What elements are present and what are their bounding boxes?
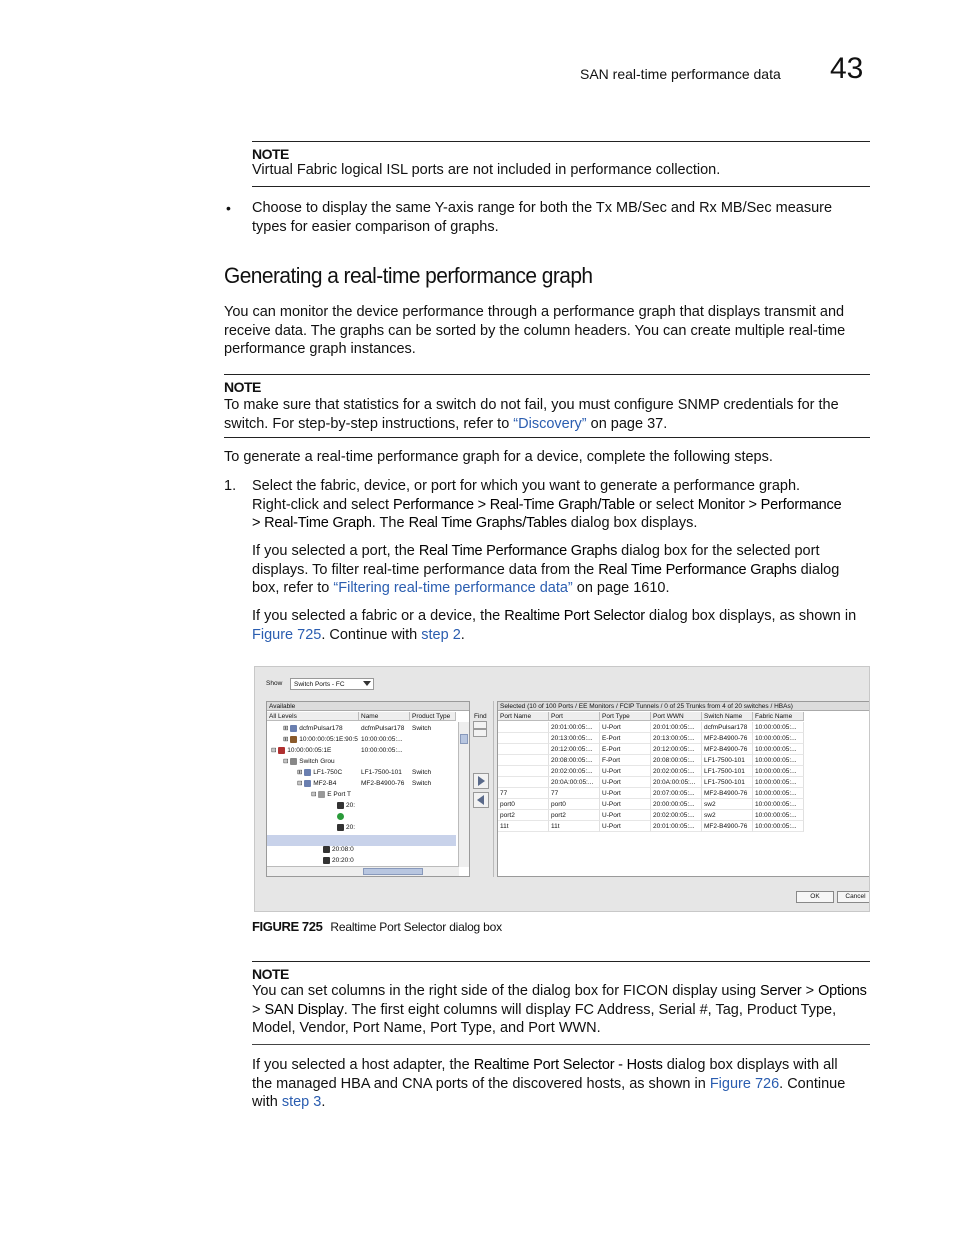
tree-name-cell: 10:00:00:05:...: [361, 747, 403, 754]
text-span: . The first eight columns will display FC Address, Serial #, Tag, Product Type,: [343, 1001, 837, 1018]
remove-from-selected-button[interactable]: [473, 792, 489, 808]
chapter-number: 43: [830, 52, 864, 85]
note-label: NOTE: [224, 379, 261, 395]
text-span: If you selected a fabric or a device, the: [252, 608, 505, 624]
note-line: [252, 982, 872, 1001]
tree-node[interactable]: [267, 855, 456, 866]
step-1-port-paragraph: [252, 542, 872, 598]
note-bottom-rule: [224, 437, 870, 438]
tree-cell: [267, 756, 359, 767]
para-line: [252, 1093, 872, 1112]
tree-cell: [267, 822, 359, 833]
para-line: [252, 1075, 872, 1094]
device-icon: [304, 780, 311, 787]
tree-cell: [267, 723, 359, 734]
text-span: You can set columns in the right side of the dialog box for FICON display using: [252, 983, 761, 999]
dialog-name: Realtime Port Selector - Hosts: [473, 1057, 663, 1073]
text-span: displays. To filter real-time performance data from the: [252, 561, 599, 578]
selected-tree-row[interactable]: [267, 835, 456, 846]
note-text: Virtual Fabric logical ISL ports are not included in performance collection.: [252, 162, 721, 178]
text-span: >: [801, 983, 819, 999]
tree-cell: [267, 855, 359, 866]
tree-node-label: [323, 855, 354, 866]
step-2-link[interactable]: step 2: [421, 626, 461, 643]
table-cell[interactable]: [498, 755, 549, 766]
note-line: [224, 415, 839, 434]
table-cell[interactable]: 10:00:00:05:...: [753, 788, 804, 799]
table-cell[interactable]: LF1-7500-101: [702, 755, 753, 766]
tree-node-text: 20:: [346, 802, 356, 809]
text-span: dialog box displays with all: [662, 1057, 838, 1073]
table-cell[interactable]: U-Port: [600, 766, 651, 777]
table-cell[interactable]: MF2-B4900-76: [702, 733, 753, 744]
device-icon: [323, 846, 330, 853]
expand-icon[interactable]: ⊞: [283, 725, 291, 732]
table-cell[interactable]: LF1-7500-101: [702, 766, 753, 777]
text-span: the managed HBA and CNA ports of the discovered hosts, as shown in: [252, 1075, 710, 1092]
port-status-icon: [337, 813, 344, 820]
text-span: . Continue with: [321, 626, 422, 643]
tree-node-text: 10:00:00:05:1E:90:5: [299, 736, 358, 743]
bullet-marker: •: [226, 200, 231, 216]
step-line: [252, 542, 872, 561]
tree-cell: [267, 767, 359, 778]
table-cell[interactable]: 20:02:00:05:...: [549, 766, 600, 777]
text-span: >: [252, 1001, 265, 1018]
note-label: NOTE: [252, 966, 289, 982]
note-label: NOTE: [252, 146, 289, 162]
note-bottom-rule: [252, 186, 870, 187]
table-cell[interactable]: 20:00:00:05:...: [651, 799, 702, 810]
step-number: 1.: [224, 478, 237, 494]
horizontal-scrollbar[interactable]: [267, 866, 459, 876]
step-line: [252, 496, 872, 515]
step-line: [252, 514, 872, 533]
tree-type-cell: Switch: [412, 780, 432, 787]
table-cell[interactable]: 20:12:00:05:...: [549, 744, 600, 755]
tree-cell: [267, 745, 359, 756]
ok-button[interactable]: OK: [796, 891, 834, 903]
table-cell[interactable]: 20:0A:00:05:...: [651, 777, 702, 788]
figure-title: Realtime Port Selector dialog box: [330, 920, 502, 934]
tree-node-text: 20:: [346, 824, 356, 831]
device-icon: [318, 791, 325, 798]
realtime-port-selector-dialog: [254, 666, 870, 912]
text-span: If you selected a port, the: [252, 543, 419, 559]
table-cell[interactable]: [498, 733, 549, 744]
tree-cell: [267, 811, 359, 822]
expand-icon[interactable]: ⊞: [297, 769, 305, 776]
step-1-text: [252, 477, 872, 533]
note-top-rule: [252, 141, 870, 142]
dialog-name: Real Time Performance Graphs: [598, 561, 797, 578]
available-header: Available: [267, 702, 469, 711]
table-cell[interactable]: F-Port: [600, 755, 651, 766]
arrow-right-icon: [474, 774, 488, 788]
step-line: Select the fabric, device, or port for which you want to generate a performance graph.: [252, 478, 801, 494]
column-header[interactable]: Port Type: [600, 712, 651, 721]
step-1-fabric-paragraph: [252, 607, 872, 644]
steps-intro: To generate a real-time performance graph for a device, complete the following steps.: [224, 449, 773, 465]
find-up-button[interactable]: [473, 729, 487, 737]
table-cell[interactable]: 20:0A:00:05:...: [549, 777, 600, 788]
tree-cell: [267, 734, 359, 745]
step-line: [252, 579, 872, 598]
add-to-selected-button[interactable]: [473, 773, 489, 789]
device-icon: [304, 769, 311, 776]
step-line: [252, 561, 872, 580]
table-cell[interactable]: 20:01:00:05:...: [651, 821, 702, 832]
section-heading: Generating a real-time performance graph: [224, 263, 593, 288]
tree-node[interactable]: [267, 811, 456, 822]
table-cell[interactable]: 10:00:00:05:...: [753, 777, 804, 788]
table-cell[interactable]: 77: [549, 788, 600, 799]
table-cell[interactable]: port0: [498, 799, 549, 810]
table-cell[interactable]: 20:07:00:05:...: [651, 788, 702, 799]
collapse-icon[interactable]: ⊟: [283, 758, 291, 765]
tree-node-label: [283, 723, 343, 734]
table-cell[interactable]: 77: [498, 788, 549, 799]
menu-path: Monitor > Performance: [697, 496, 842, 513]
note-text: [224, 396, 839, 433]
intro-paragraph: [224, 303, 845, 359]
text-span: switch. For step-by-step instructions, refer to: [224, 415, 514, 432]
tree-node-label: [337, 800, 355, 811]
tree-node-text: E Port T: [327, 791, 351, 798]
text-span: on page 1610.: [572, 580, 670, 597]
figure-726-link[interactable]: Figure 726: [709, 1075, 780, 1092]
tree-node-text: 20:08:0: [332, 846, 354, 853]
table-cell[interactable]: U-Port: [600, 810, 651, 821]
table-cell[interactable]: 11t: [549, 821, 600, 832]
table-cell[interactable]: MF2-B4900-76: [702, 788, 753, 799]
step-line: [252, 626, 872, 645]
show-label: Show: [266, 680, 283, 687]
table-cell[interactable]: U-Port: [600, 777, 651, 788]
table-cell[interactable]: 20:01:00:05:...: [651, 722, 702, 733]
host-adapter-paragraph: [252, 1056, 872, 1112]
table-cell[interactable]: E-Port: [600, 733, 651, 744]
table-cell[interactable]: MF2-B4900-76: [702, 744, 753, 755]
text-span: Right-click and select: [252, 496, 394, 513]
menu-path: Performance > Real-Time Graph/Table: [393, 496, 635, 513]
text-span: dialog box for the selected port: [617, 543, 820, 559]
device-icon: [278, 747, 285, 754]
tree-node-label: [283, 756, 335, 767]
table-cell[interactable]: U-Port: [600, 788, 651, 799]
note-line: [252, 1001, 872, 1020]
column-header[interactable]: Product Type: [410, 712, 456, 721]
intro-line: You can monitor the device performance through a performance graph that displays transmit and: [224, 304, 845, 320]
note-top-rule: [224, 374, 870, 375]
table-cell[interactable]: dcfmPulsar178: [702, 722, 753, 733]
collapse-icon[interactable]: ⊟: [297, 780, 305, 787]
menu-path: Server: [760, 983, 802, 999]
menu-path: Options: [818, 983, 867, 999]
bullet-text: [252, 199, 832, 236]
table-cell[interactable]: 10:00:00:05:...: [753, 744, 804, 755]
selected-header: Selected (10 of 100 Ports / EE Monitors / FCIP Tunnels / 0 of 25 Trunks from 4 of 20 switches / HBAs): [498, 702, 870, 711]
tree-node-text: dcfmPulsar178: [299, 725, 343, 732]
table-cell[interactable]: 10:00:00:05:...: [753, 755, 804, 766]
table-cell[interactable]: 20:08:00:05:...: [651, 755, 702, 766]
scroll-thumb[interactable]: [363, 868, 423, 875]
table-cell[interactable]: 10:00:00:05:...: [753, 799, 804, 810]
table-cell[interactable]: 10:00:00:05:...: [753, 821, 804, 832]
scroll-thumb[interactable]: [460, 734, 468, 744]
table-cell[interactable]: sw2: [702, 799, 753, 810]
column-header[interactable]: Port Name: [498, 712, 549, 721]
filtering-link[interactable]: “Filtering real-time performance data”: [333, 580, 573, 597]
bullet-line: Choose to display the same Y-axis range for both the Tx MB/Sec and Rx MB/Sec measure: [252, 200, 833, 216]
tree-node[interactable]: [267, 778, 456, 789]
device-icon: [337, 824, 344, 831]
table-cell[interactable]: 10:00:00:05:...: [753, 722, 804, 733]
available-panel: [266, 701, 470, 877]
tree-node[interactable]: [267, 745, 456, 756]
bullet-line: types for easier comparison of graphs.: [252, 218, 499, 235]
column-header[interactable]: Port: [549, 712, 600, 721]
figure-caption: [252, 919, 502, 934]
split-divider[interactable]: [493, 701, 494, 877]
show-dropdown-value: Switch Ports - FC: [294, 681, 345, 688]
tree-node-label: [297, 778, 336, 789]
device-icon: [290, 725, 297, 732]
chevron-down-icon: [363, 681, 371, 686]
device-icon: [290, 736, 297, 743]
intro-line: receive data. The graphs can be sorted by the column headers. You can create multiple real-time: [224, 322, 846, 339]
discovery-link[interactable]: “Discovery”: [513, 415, 587, 432]
vertical-scrollbar[interactable]: [458, 722, 469, 867]
table-cell[interactable]: port2: [498, 810, 549, 821]
menu-path: SAN Display: [264, 1001, 344, 1018]
table-cell[interactable]: port2: [549, 810, 600, 821]
table-cell[interactable]: port0: [549, 799, 600, 810]
running-header-title: SAN real-time performance data: [580, 66, 781, 82]
tree-name-cell: LF1-7500-101: [361, 769, 402, 776]
tree-name-cell: dcfmPulsar178: [361, 725, 405, 732]
text-span: . The: [371, 515, 409, 532]
text-span: dialog: [796, 561, 840, 578]
note-line: To make sure that statistics for a switch do not fail, you must configure SNMP credentials for the: [224, 397, 839, 413]
table-cell[interactable]: E-Port: [600, 744, 651, 755]
tree-node-text: 10:00:00:05:1E: [287, 747, 332, 754]
tree-cell: [267, 778, 359, 789]
note-bottom-rule: [252, 1044, 870, 1045]
table-cell[interactable]: 20:12:00:05:...: [651, 744, 702, 755]
step-line: [252, 607, 872, 626]
show-dropdown[interactable]: [290, 678, 374, 690]
table-cell[interactable]: 20:01:00:05:...: [549, 722, 600, 733]
table-cell[interactable]: 10:00:00:05:...: [753, 766, 804, 777]
tree-node[interactable]: [267, 789, 456, 800]
collapse-icon[interactable]: ⊟: [311, 791, 319, 798]
column-header[interactable]: Fabric Name: [753, 712, 804, 721]
column-header[interactable]: Switch Name: [702, 712, 753, 721]
device-icon: [323, 857, 330, 864]
table-cell[interactable]: 20:02:00:05:...: [651, 766, 702, 777]
tree-node[interactable]: [267, 767, 456, 778]
arrow-left-icon: [474, 793, 488, 807]
tree-node-label: [297, 767, 342, 778]
table-cell[interactable]: 20:02:00:05:...: [651, 810, 702, 821]
figure-725-link[interactable]: Figure 725: [252, 626, 322, 643]
table-cell[interactable]: sw2: [702, 810, 753, 821]
intro-line: performance graph instances.: [224, 341, 416, 358]
text-span: with: [252, 1094, 282, 1111]
note-top-rule: [252, 961, 870, 962]
text-span: .: [460, 626, 465, 643]
column-header[interactable]: Name: [359, 712, 410, 721]
tree-node-text: 20:20:0: [332, 857, 354, 864]
device-icon: [337, 802, 344, 809]
column-header[interactable]: All Levels: [267, 712, 359, 721]
table-cell[interactable]: [498, 722, 549, 733]
cancel-button[interactable]: Cancel: [837, 891, 870, 903]
tree-node[interactable]: [267, 723, 456, 734]
tree-name-cell: MF2-B4900-76: [361, 780, 405, 787]
tree-node[interactable]: [267, 822, 456, 833]
column-header[interactable]: Port WWN: [651, 712, 702, 721]
tree-node[interactable]: [267, 756, 456, 767]
text-span: . Continue: [779, 1075, 846, 1092]
table-cell[interactable]: 20:08:00:05:...: [549, 755, 600, 766]
tree-cell: [267, 789, 359, 800]
tree-node-text: MF2-B4: [313, 780, 337, 787]
text-span: dialog box displays.: [566, 515, 698, 532]
text-span: box, refer to: [252, 580, 334, 597]
tree-node-label: [337, 811, 346, 822]
table-cell[interactable]: U-Port: [600, 821, 651, 832]
tree-node-label: [271, 745, 331, 756]
tree-type-cell: Switch: [412, 769, 432, 776]
table-cell[interactable]: 20:13:00:05:...: [549, 733, 600, 744]
find-down-button[interactable]: [473, 721, 487, 729]
table-cell[interactable]: 10:00:00:05:...: [753, 810, 804, 821]
table-cell[interactable]: [498, 777, 549, 788]
table-cell[interactable]: 10:00:00:05:...: [753, 733, 804, 744]
table-cell[interactable]: U-Port: [600, 799, 651, 810]
table-cell[interactable]: LF1-7500-101: [702, 777, 753, 788]
text-span: on page 37.: [586, 415, 668, 432]
collapse-icon[interactable]: ⊟: [271, 747, 279, 754]
find-label: Find: [474, 713, 487, 720]
tree-name-cell: 10:00:00:05:...: [361, 736, 403, 743]
table-cell[interactable]: [498, 766, 549, 777]
table-cell[interactable]: MF2-B4900-76: [702, 821, 753, 832]
selected-panel: [497, 701, 870, 877]
tree-node-label: [283, 734, 358, 745]
tree-cell: [267, 800, 359, 811]
tree-node-label: [311, 789, 351, 800]
text-span: or select: [634, 496, 698, 513]
tree-node-label: [337, 822, 355, 833]
dialog-name: Realtime Port Selector: [504, 608, 645, 624]
menu-path: > Real-Time Graph: [252, 515, 372, 532]
dialog-name: Real Time Performance Graphs: [418, 543, 618, 559]
note-line: Model, Vendor, Port Name, Port Type, and Port WWN.: [252, 1020, 601, 1037]
figure-number: FIGURE 725: [252, 919, 323, 934]
tree-node[interactable]: [267, 734, 456, 745]
tree-node[interactable]: [267, 800, 456, 811]
dialog-name: Real Time Graphs/Tables: [408, 515, 567, 532]
tree-node-text: Switch Grou: [299, 758, 335, 765]
note-text: [252, 982, 872, 1038]
table-cell[interactable]: 20:13:00:05:...: [651, 733, 702, 744]
text-span: If you selected a host adapter, the: [252, 1057, 474, 1073]
step-3-link[interactable]: step 3: [281, 1094, 322, 1111]
table-cell[interactable]: U-Port: [600, 722, 651, 733]
para-line: [252, 1056, 872, 1075]
tree-type-cell: Switch: [412, 725, 432, 732]
table-cell[interactable]: 11t: [498, 821, 549, 832]
table-cell[interactable]: [498, 744, 549, 755]
expand-icon[interactable]: ⊞: [283, 736, 291, 743]
text-span: .: [321, 1094, 326, 1111]
text-span: dialog box displays, as shown in: [644, 608, 857, 624]
tree-node-text: LF1-750C: [313, 769, 343, 776]
device-icon: [290, 758, 297, 765]
